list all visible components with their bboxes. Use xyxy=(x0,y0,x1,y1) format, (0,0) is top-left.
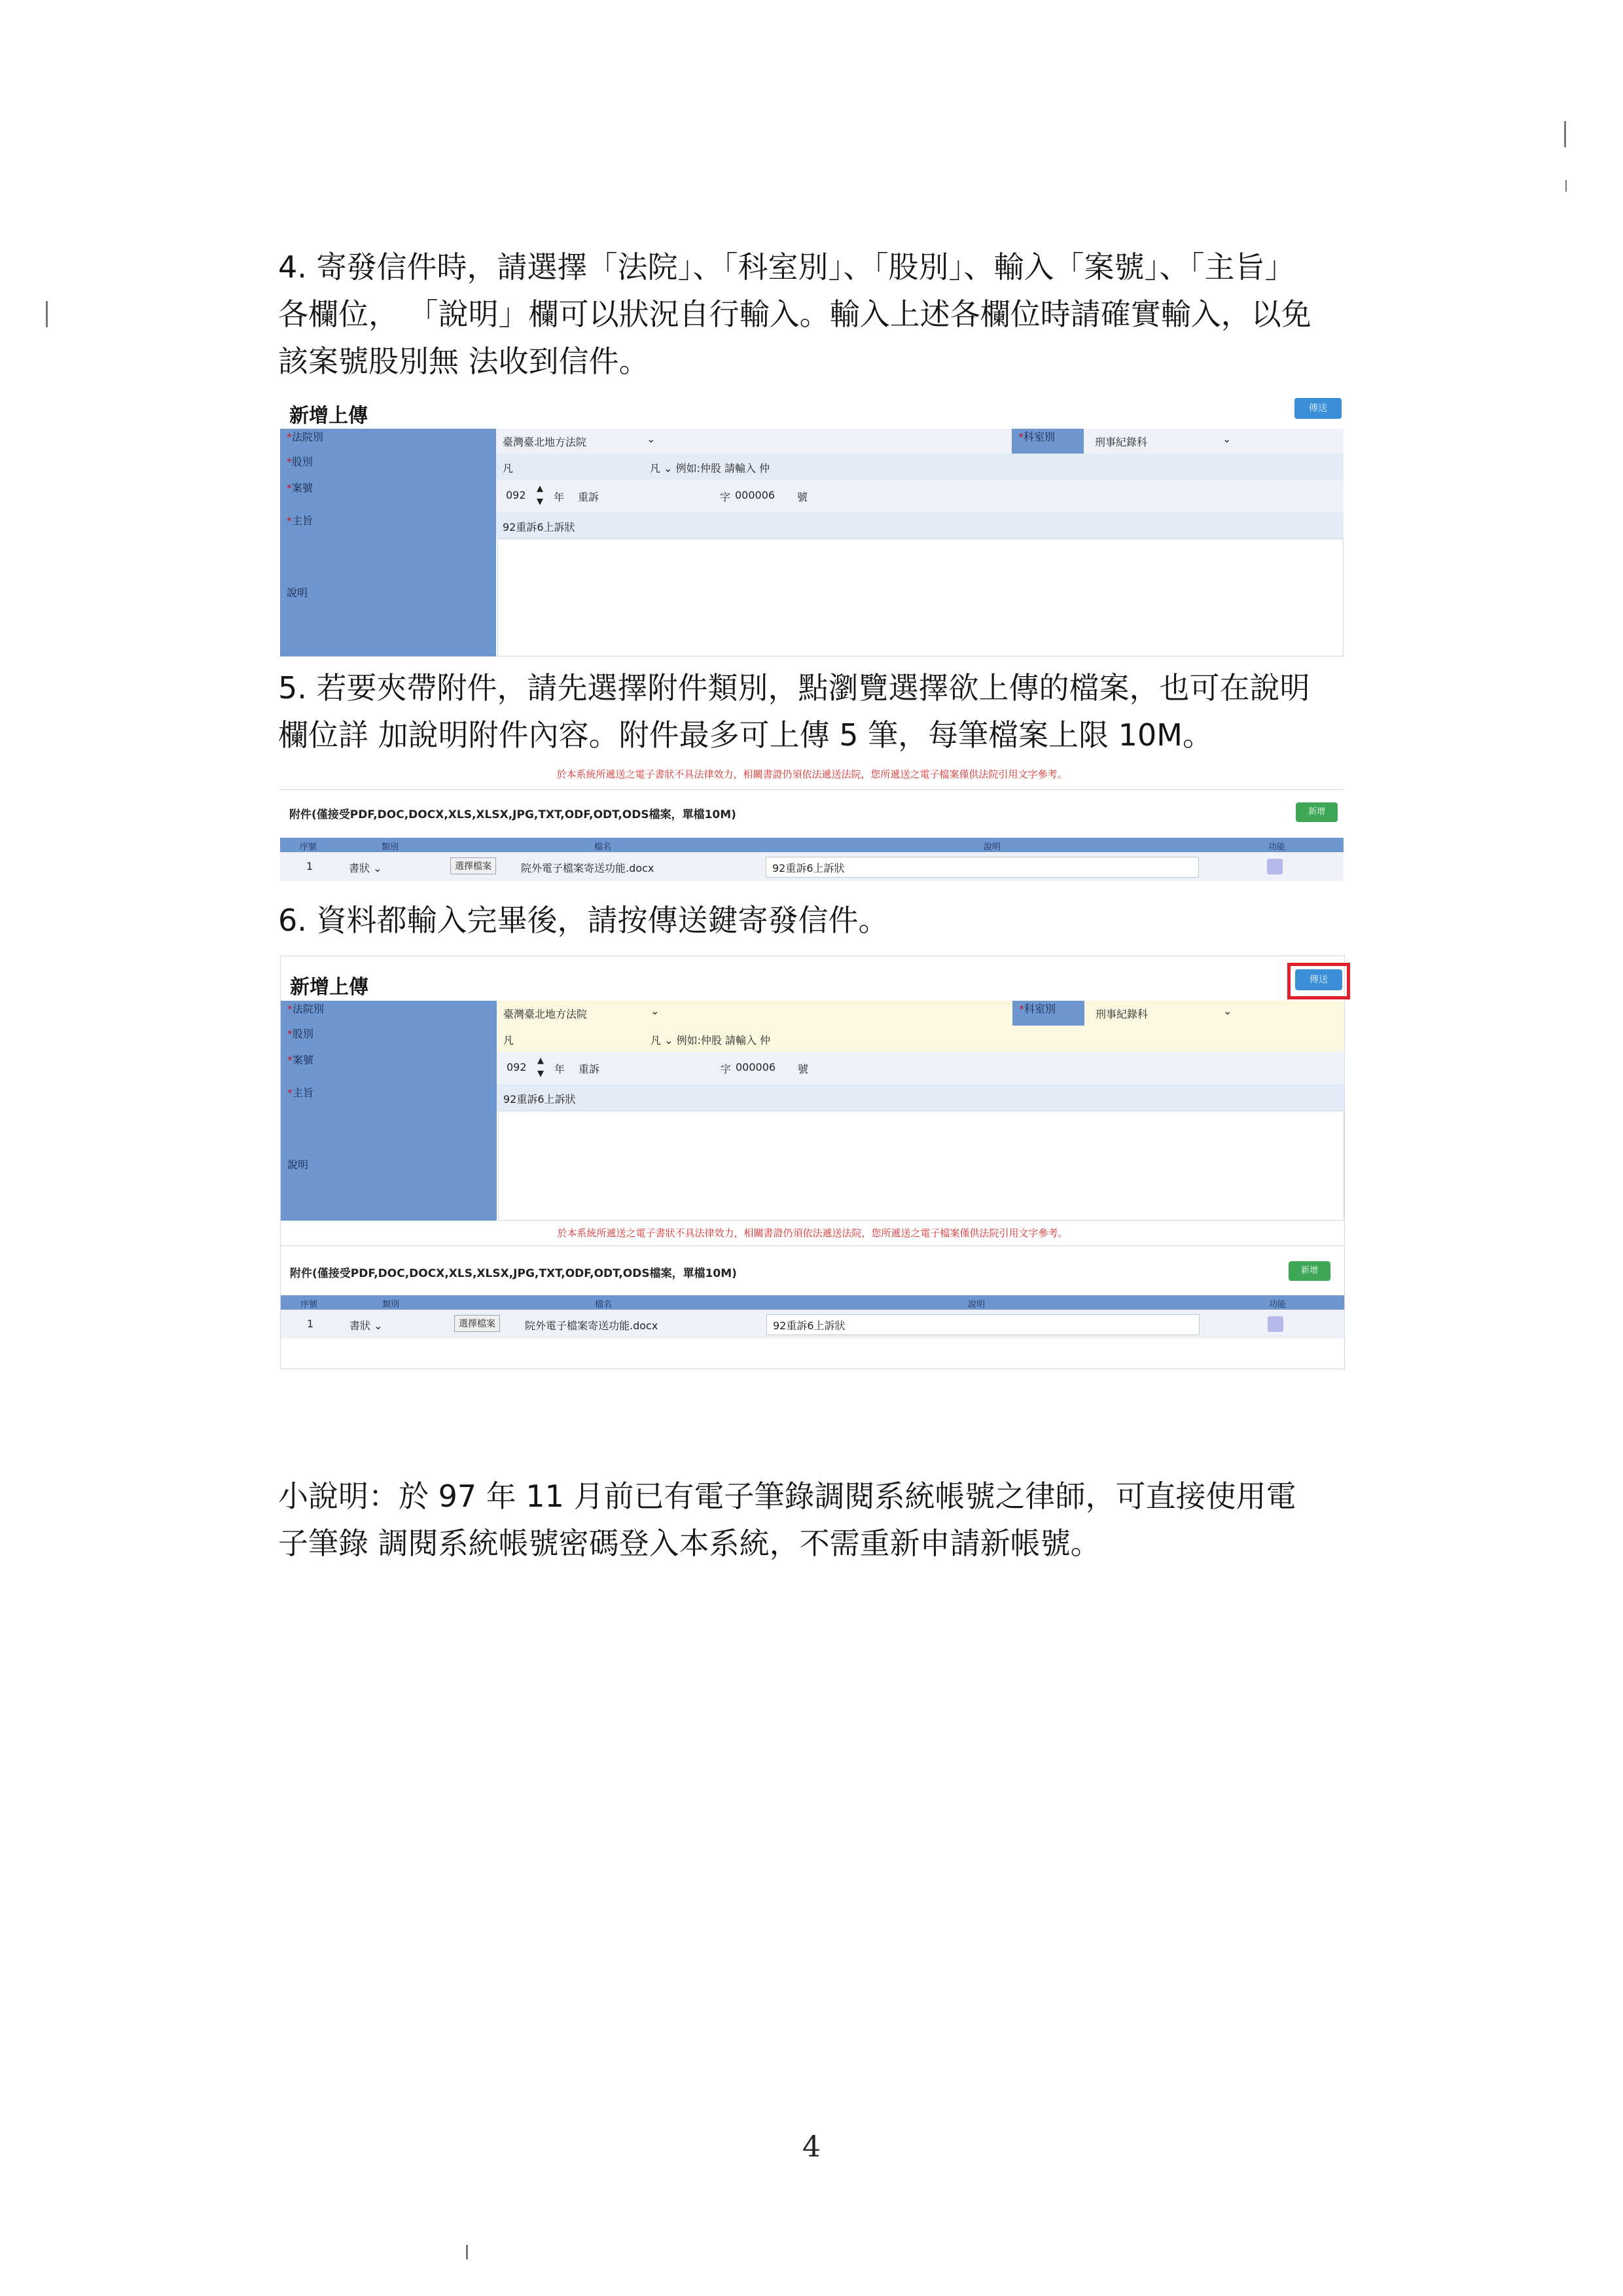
court-row-bg xyxy=(496,429,1344,454)
col-file: 檔名 xyxy=(595,1300,613,1310)
subject-row-bg xyxy=(496,512,1344,539)
case-number-unit: 號 xyxy=(797,491,808,503)
court-select[interactable]: 臺灣臺北地方法院 xyxy=(503,1008,588,1020)
desc-label: 說明 xyxy=(280,539,496,656)
send-button[interactable]: 傳送 xyxy=(1294,398,1342,419)
subject-row xyxy=(280,512,1344,539)
unit-input[interactable]: 凡 xyxy=(503,1034,514,1047)
case-label: *案號 xyxy=(280,480,496,512)
subject-input[interactable]: 92重訴6上訴狀 xyxy=(503,521,575,533)
attachment-desc-value: 92重訴6上訴狀 xyxy=(772,862,845,874)
choose-file-button[interactable]: 選擇檔案 xyxy=(450,857,496,874)
delete-row-button[interactable] xyxy=(1268,1316,1283,1332)
attachment-table-header xyxy=(281,1295,1344,1310)
chevron-down-icon: ⌄ xyxy=(651,1005,660,1017)
attachment-desc-value: 92重訴6上訴狀 xyxy=(773,1319,846,1332)
col-desc: 說明 xyxy=(968,1300,986,1310)
case-char: 字 xyxy=(721,1063,732,1075)
row-index: 1 xyxy=(306,860,313,872)
case-row xyxy=(280,480,1344,512)
form-title: 新增上傳 xyxy=(290,976,368,999)
divider xyxy=(280,789,1344,790)
form-screenshot-1 xyxy=(280,393,1344,661)
legal-notice: 於本系統所遞送之電子書狀不具法律效力，相關書證仍須依法遞送法院，您所遞送之電子檔案僅供法院引用文字參考。 xyxy=(556,768,1067,780)
case-year-unit: 年 xyxy=(554,1063,565,1075)
case-number-input[interactable]: 000006 xyxy=(736,1061,776,1073)
court-label: *法院別 xyxy=(281,1001,497,1026)
desc-textarea[interactable] xyxy=(497,539,1344,656)
case-year-input[interactable]: 092 xyxy=(507,1061,527,1073)
unit-row xyxy=(281,1026,1344,1052)
chevron-down-icon: ⌄ xyxy=(1223,1005,1232,1017)
unit-label: *股別 xyxy=(281,1026,497,1052)
unit-label: *股別 xyxy=(280,454,496,480)
choose-file-button[interactable]: 選擇檔案 xyxy=(454,1315,500,1332)
case-number-input[interactable]: 000006 xyxy=(735,489,776,501)
office-label: *科室別 xyxy=(1012,429,1084,454)
step6-line: 6. 資料都輸入完畢後，請按傳送鍵寄發信件。 xyxy=(278,903,889,938)
file-name: 院外電子檔案寄送功能.docx xyxy=(525,1319,658,1332)
step6-paragraph xyxy=(278,897,1351,944)
case-word-input[interactable]: 重訴 xyxy=(579,1063,600,1075)
court-label: *法院別 xyxy=(280,429,496,454)
subject-row xyxy=(281,1085,1344,1111)
page-number: 4 xyxy=(802,2130,821,2164)
unit-hint: 凡 ⌄ 例如:仲股 請輸入 仲 xyxy=(650,462,770,475)
case-year-unit: 年 xyxy=(554,491,565,503)
note-line: 小說明：於 97 年 11 月前已有電子筆錄調閱系統帳號之律師，可直接使用電 xyxy=(278,1479,1296,1514)
step4-line: 各欄位， 「說明」欄可以狀況自行輸入。輸入上述各欄位時請確實輸入，以免 xyxy=(278,296,1311,332)
court-row xyxy=(280,429,1344,454)
scan-mark xyxy=(466,2245,468,2259)
chevron-down-icon: ⌄ xyxy=(1222,433,1232,445)
subject-row-bg xyxy=(497,1085,1344,1111)
scan-mark xyxy=(1565,180,1567,192)
attachment-row xyxy=(280,852,1344,881)
col-func: 功能 xyxy=(1269,1300,1287,1310)
type-select[interactable]: 書狀 ⌄ xyxy=(349,1319,383,1332)
court-row-bg xyxy=(497,1001,1344,1026)
delete-row-button[interactable] xyxy=(1267,859,1283,874)
legal-notice: 於本系統所遞送之電子書狀不具法律效力，相關書證仍須依法遞送法院，您所遞送之電子檔案僅供法院引用文字參考。 xyxy=(557,1227,1068,1239)
case-year-input[interactable]: 092 xyxy=(506,489,526,501)
add-attachment-button[interactable]: 新增 xyxy=(1289,1261,1330,1281)
subject-label: *主旨 xyxy=(280,512,496,539)
highlight-box xyxy=(1287,963,1350,999)
unit-row-bg xyxy=(496,454,1344,480)
col-type: 類別 xyxy=(382,1300,400,1310)
step4-line: 該案號股別無 法收到信件。 xyxy=(278,344,649,379)
col-index: 序號 xyxy=(300,842,317,852)
attachment-header: 附件(僅接受PDF,DOC,DOCX,XLS,XLSX,JPG,TXT,ODF,ODT,ODS檔案，單檔10M) xyxy=(289,808,736,821)
note-paragraph xyxy=(278,1473,1351,1567)
type-select[interactable]: 書狀 ⌄ xyxy=(349,862,382,874)
col-file: 檔名 xyxy=(594,842,612,852)
step4-line: 4. 寄發信件時，請選擇「法院」、「科室別」、「股別」、輸入「案號」、「主旨」 xyxy=(278,249,1295,285)
unit-input[interactable]: 凡 xyxy=(503,462,514,475)
case-row-bg xyxy=(496,480,1344,512)
subject-input[interactable]: 92重訴6上訴狀 xyxy=(503,1093,576,1105)
scan-mark xyxy=(1564,121,1566,147)
case-row-bg xyxy=(497,1052,1344,1085)
chevron-down-icon: ⌄ xyxy=(647,433,656,445)
file-name: 院外電子檔案寄送功能.docx xyxy=(521,862,654,874)
attachment-row xyxy=(281,1310,1344,1338)
year-stepper-icon[interactable]: ▴ ▾ xyxy=(537,480,544,509)
court-select[interactable]: 臺灣臺北地方法院 xyxy=(503,436,587,448)
desc-row xyxy=(280,539,1344,656)
attachment-screenshot xyxy=(280,764,1344,890)
unit-row xyxy=(280,454,1344,480)
unit-hint: 凡 ⌄ 例如:仲股 請輸入 仲 xyxy=(651,1034,771,1047)
note-line: 子筆錄 調閱系統帳號密碼登入本系統，不需重新申請新帳號。 xyxy=(278,1526,1101,1561)
row-index: 1 xyxy=(307,1318,314,1330)
unit-row-bg xyxy=(497,1026,1344,1052)
col-func: 功能 xyxy=(1268,842,1286,852)
subject-label: *主旨 xyxy=(281,1085,497,1111)
attachment-header: 附件(僅接受PDF,DOC,DOCX,XLS,XLSX,JPG,TXT,ODF,ODT,ODS檔案，單檔10M) xyxy=(290,1267,737,1280)
scan-mark xyxy=(46,301,48,327)
case-row xyxy=(281,1052,1344,1085)
step5-paragraph xyxy=(278,664,1351,759)
step4-paragraph xyxy=(278,243,1351,385)
col-type: 類別 xyxy=(382,842,399,852)
case-number-unit: 號 xyxy=(798,1063,809,1075)
add-attachment-button[interactable]: 新增 xyxy=(1296,802,1338,822)
form-screenshot-2 xyxy=(280,956,1345,1369)
form-title: 新增上傳 xyxy=(289,404,368,427)
court-row xyxy=(281,1001,1344,1026)
office-select[interactable]: 刑事紀錄科 xyxy=(1095,436,1148,448)
office-label: *科室別 xyxy=(1012,1001,1084,1026)
case-word-input[interactable]: 重訴 xyxy=(578,491,599,503)
step5-line: 5. 若要夾帶附件，請先選擇附件類別，點瀏覽選擇欲上傳的檔案，也可在說明 xyxy=(278,670,1310,706)
col-index: 序號 xyxy=(300,1300,318,1310)
case-label: *案號 xyxy=(281,1052,497,1085)
case-char: 字 xyxy=(720,491,731,503)
year-stepper-icon[interactable]: ▴ ▾ xyxy=(537,1052,544,1081)
desc-label: 說明 xyxy=(281,1111,497,1221)
office-select[interactable]: 刑事紀錄科 xyxy=(1096,1008,1149,1020)
desc-textarea[interactable] xyxy=(498,1111,1344,1221)
attachment-table-header xyxy=(280,838,1344,852)
desc-row xyxy=(281,1111,1344,1221)
step5-line: 欄位詳 加說明附件內容。附件最多可上傳 5 筆，每筆檔案上限 10M。 xyxy=(278,717,1213,753)
col-desc: 說明 xyxy=(984,842,1001,852)
send-button[interactable]: 傳送 xyxy=(1295,969,1342,990)
